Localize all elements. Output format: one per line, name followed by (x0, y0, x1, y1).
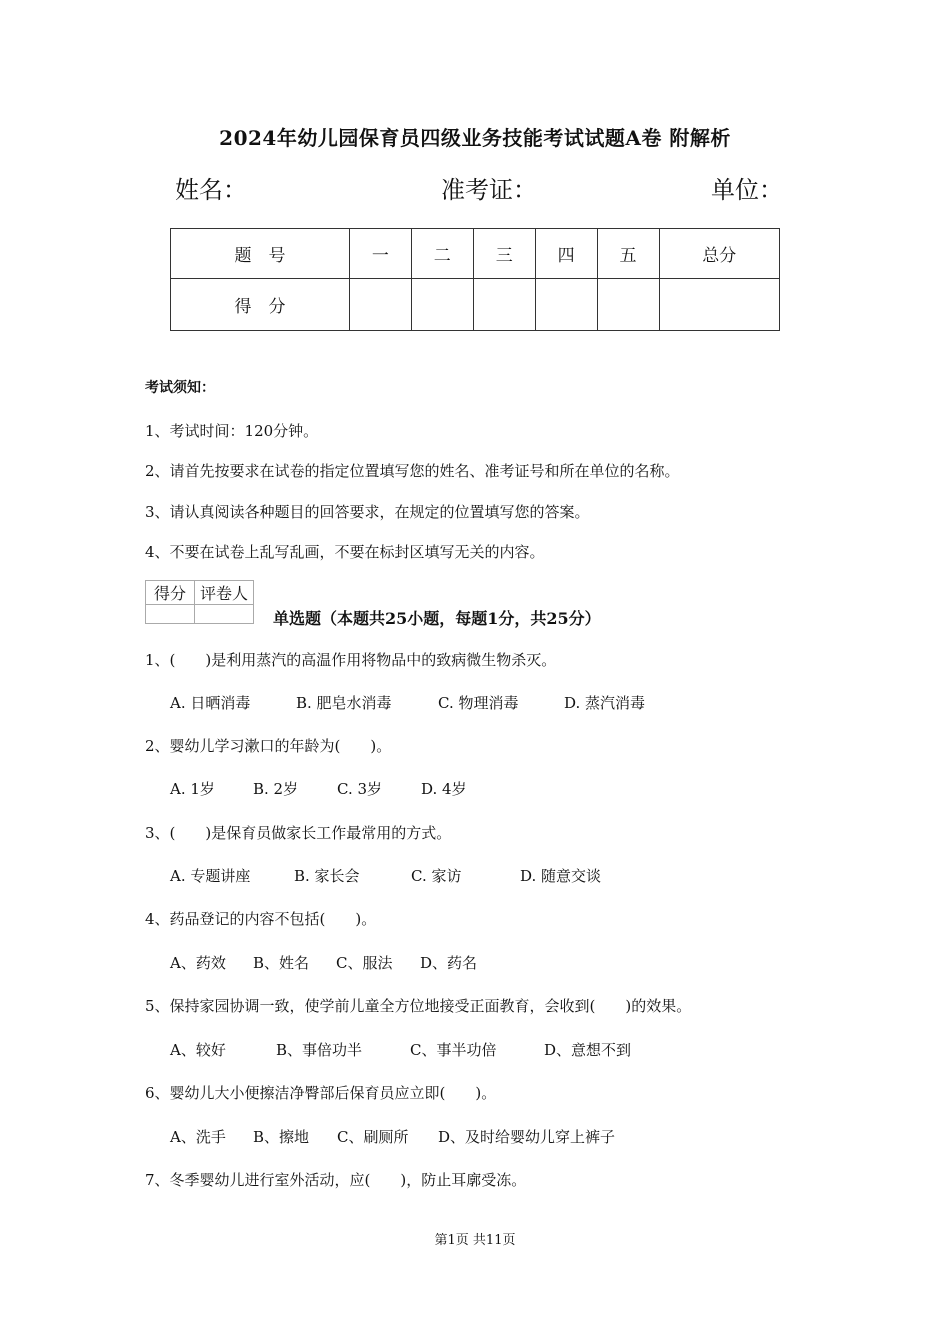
score-row-label: 得 分 (171, 279, 350, 331)
grader-reviewer-label: 评卷人 (195, 581, 254, 605)
question-text: 6、婴幼儿大小便擦洁净臀部后保育员应立即( )。 (145, 1084, 497, 1102)
grader-score-label: 得分 (146, 581, 195, 605)
question-text: 7、冬季婴幼儿进行室外活动，应( )，防止耳廓受冻。 (145, 1171, 527, 1189)
score-header-cell: 一 (349, 229, 411, 279)
option: B. 2岁 (253, 780, 299, 798)
question-options (170, 692, 645, 713)
question-options (170, 1126, 615, 1147)
question-options (170, 1039, 631, 1060)
option: A. 专题讲座 (170, 867, 251, 885)
score-header-cell: 四 (535, 229, 597, 279)
score-table-header-row (171, 229, 780, 279)
option: D、药名 (420, 954, 478, 972)
score-cell (659, 279, 779, 331)
page-footer: 第1页 共11页 (434, 1233, 516, 1248)
score-cell (473, 279, 535, 331)
option: B. 家长会 (294, 867, 360, 885)
option: D. 随意交谈 (520, 867, 602, 885)
grader-box-blank-row (146, 605, 254, 624)
grader-score-cell (146, 605, 195, 624)
option: D、及时给婴幼儿穿上裤子 (438, 1128, 616, 1146)
score-table (170, 228, 780, 331)
question-text: 1、( )是利用蒸汽的高温作用将物品中的致病微生物杀灭。 (145, 651, 557, 669)
option: C、服法 (336, 954, 393, 972)
score-header-cell: 三 (473, 229, 535, 279)
option: B、姓名 (253, 954, 310, 972)
option: B、擦地 (253, 1128, 310, 1146)
question-options (170, 952, 477, 973)
score-header-cell: 二 (411, 229, 473, 279)
option: C、刷厕所 (337, 1128, 409, 1146)
score-cell (349, 279, 411, 331)
question-text: 4、药品登记的内容不包括( )。 (145, 910, 377, 928)
score-cell (535, 279, 597, 331)
notice-item: 3、请认真阅读各种题目的回答要求，在规定的位置填写您的答案。 (145, 503, 590, 521)
notice-item: 4、不要在试卷上乱写乱画，不要在标封区填写无关的内容。 (145, 543, 545, 561)
score-header-cell: 总分 (659, 229, 779, 279)
option: C. 物理消毒 (438, 694, 519, 712)
option: C、事半功倍 (410, 1041, 497, 1059)
option: C. 家访 (411, 867, 462, 885)
option: D. 蒸汽消毒 (564, 694, 646, 712)
option: A. 日晒消毒 (170, 694, 251, 712)
grader-reviewer-cell (195, 605, 254, 624)
score-header-cell: 题 号 (171, 229, 350, 279)
name-label: 姓名： (175, 176, 247, 204)
option: A、药效 (170, 954, 226, 972)
exam-id-label: 准考证： (441, 176, 537, 204)
notice-heading: 考试须知： (145, 380, 215, 396)
score-table-score-row (171, 279, 780, 331)
unit-label: 单位： (711, 176, 783, 204)
page-title: 2024年幼儿园保育员四级业务技能考试试题A卷 附解析 (219, 126, 731, 150)
option: B. 肥皂水消毒 (296, 694, 392, 712)
question-options (170, 778, 467, 799)
option: B、事倍功半 (276, 1041, 363, 1059)
question-text: 2、婴幼儿学习漱口的年龄为( )。 (145, 737, 392, 755)
section-title: 单选题（本题共25小题，每题1分，共25分） (273, 609, 601, 628)
option: D、意想不到 (544, 1041, 632, 1059)
question-text: 3、( )是保育员做家长工作最常用的方式。 (145, 824, 452, 842)
option: A. 1岁 (170, 780, 215, 798)
option: A、洗手 (170, 1128, 226, 1146)
option: A、较好 (170, 1041, 226, 1059)
grader-box-header (146, 581, 254, 605)
score-cell (411, 279, 473, 331)
score-header-cell: 五 (597, 229, 659, 279)
option: D. 4岁 (421, 780, 467, 798)
option: C. 3岁 (337, 780, 383, 798)
notice-item: 2、请首先按要求在试卷的指定位置填写您的姓名、准考证号和所在单位的名称。 (145, 462, 680, 480)
notice-item: 1、考试时间：120分钟。 (145, 422, 319, 440)
grader-box (145, 580, 254, 624)
question-options (170, 865, 601, 886)
score-cell (597, 279, 659, 331)
question-text: 5、保持家园协调一致，使学前儿童全方位地接受正面教育，会收到( )的效果。 (145, 997, 692, 1015)
